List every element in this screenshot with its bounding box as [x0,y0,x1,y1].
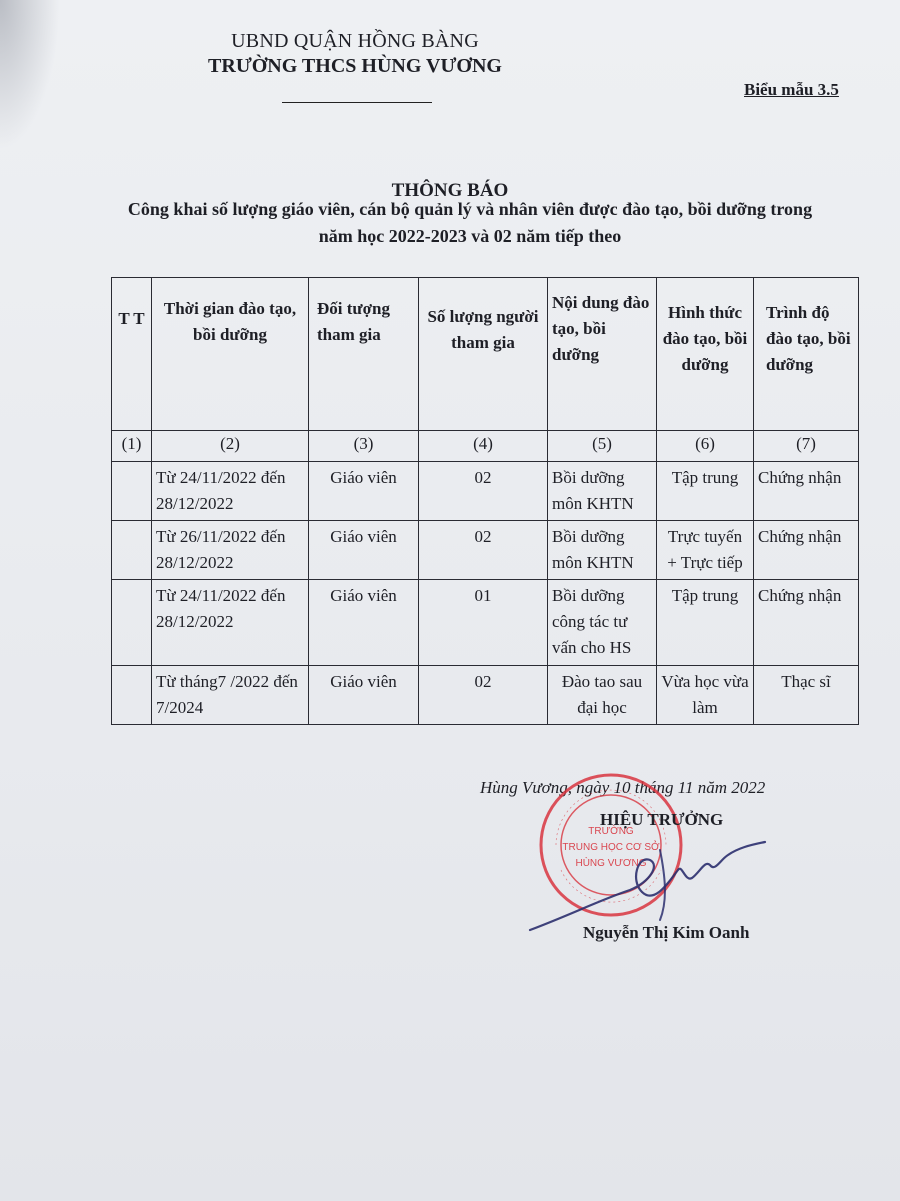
svg-text:TRƯỜNG: TRƯỜNG [588,826,634,837]
cell-level: Thạc sĩ [754,666,859,725]
handwritten-signature [510,820,770,940]
col-number: (7) [754,431,859,462]
authority-name: UBND QUẬN HỒNG BÀNG [231,30,479,52]
cell-time: Từ 24/11/2022 đến 28/12/2022 [152,462,309,521]
header-count: Số lượng người tham gia [419,278,548,431]
cell-tt [112,521,152,580]
cell-content: Bồi dưỡng môn KHTN [548,462,657,521]
cell-level: Chứng nhận [754,462,859,521]
cell-time: Từ tháng7 /2022 đến 7/2024 [152,666,309,725]
cell-count: 01 [419,580,548,666]
table-row [112,666,859,725]
school-name: TRƯỜNG THCS HÙNG VƯƠNG [208,55,502,77]
col-number: (2) [152,431,309,462]
cell-target: Giáo viên [309,666,419,725]
cell-form: Tập trung [657,462,754,521]
cell-count: 02 [419,666,548,725]
column-number-row [112,431,859,462]
cell-count: 02 [419,521,548,580]
table-header-row [112,278,859,431]
header-underline [282,102,432,103]
notice-title: THÔNG BÁO [391,180,509,201]
principal-title: HIỆU TRƯỞNG [600,810,724,829]
table-row [112,462,859,521]
cell-time: Từ 26/11/2022 đến 28/12/2022 [152,521,309,580]
cell-content: Đào tao sau đại học [548,666,657,725]
form-number: Biểu mẫu 3.5 [744,80,839,99]
col-number: (3) [309,431,419,462]
place-and-date: Hùng Vương, ngày 10 tháng 11 năm 2022 [480,778,766,797]
header-time: Thời gian đào tạo, bồi dưỡng [152,278,309,431]
cell-target: Giáo viên [309,521,419,580]
header-tt: T T [112,278,152,431]
cell-target: Giáo viên [309,580,419,666]
svg-text:TRUNG HỌC CƠ SỞ: TRUNG HỌC CƠ SỞ [562,842,660,853]
col-number: (1) [112,431,152,462]
cell-level: Chứng nhận [754,521,859,580]
training-table [111,277,859,725]
cell-content: Bồi dưỡng môn KHTN [548,521,657,580]
cell-level: Chứng nhận [754,580,859,666]
cell-count: 02 [419,462,548,521]
cell-tt [112,666,152,725]
cell-target: Giáo viên [309,462,419,521]
cell-form: Trực tuyến + Trực tiếp [657,521,754,580]
cell-form: Vừa học vừa làm [657,666,754,725]
svg-text:HÙNG VƯƠNG: HÙNG VƯƠNG [575,858,647,869]
header-target: Đối tượng tham gia [309,278,419,431]
notice-subtitle: Công khai số lượng giáo viên, cán bộ quản lý và nhân viên được đào tạo, bồi dưỡng trong năm học 2022-2023 và 02 năm tiếp theo [127,199,813,246]
cell-tt [112,462,152,521]
header-content: Nội dung đào tạo, bồi dưỡng [548,278,657,431]
cell-time: Từ 24/11/2022 đến 28/12/2022 [152,580,309,666]
header-block [190,30,520,78]
page-corner-shadow [0,0,60,150]
col-number: (5) [548,431,657,462]
table-row [112,521,859,580]
cell-form: Tập trung [657,580,754,666]
col-number: (4) [419,431,548,462]
col-number: (6) [657,431,754,462]
header-level: Trình độ đào tạo, bồi dưỡng [754,278,859,431]
table-row [112,580,859,666]
cell-content: Bồi dưỡng công tác tư vấn cho HS [548,580,657,666]
signer-name: Nguyễn Thị Kim Oanh [583,923,750,942]
cell-tt [112,580,152,666]
header-form: Hình thức đào tạo, bồi dưỡng [657,278,754,431]
